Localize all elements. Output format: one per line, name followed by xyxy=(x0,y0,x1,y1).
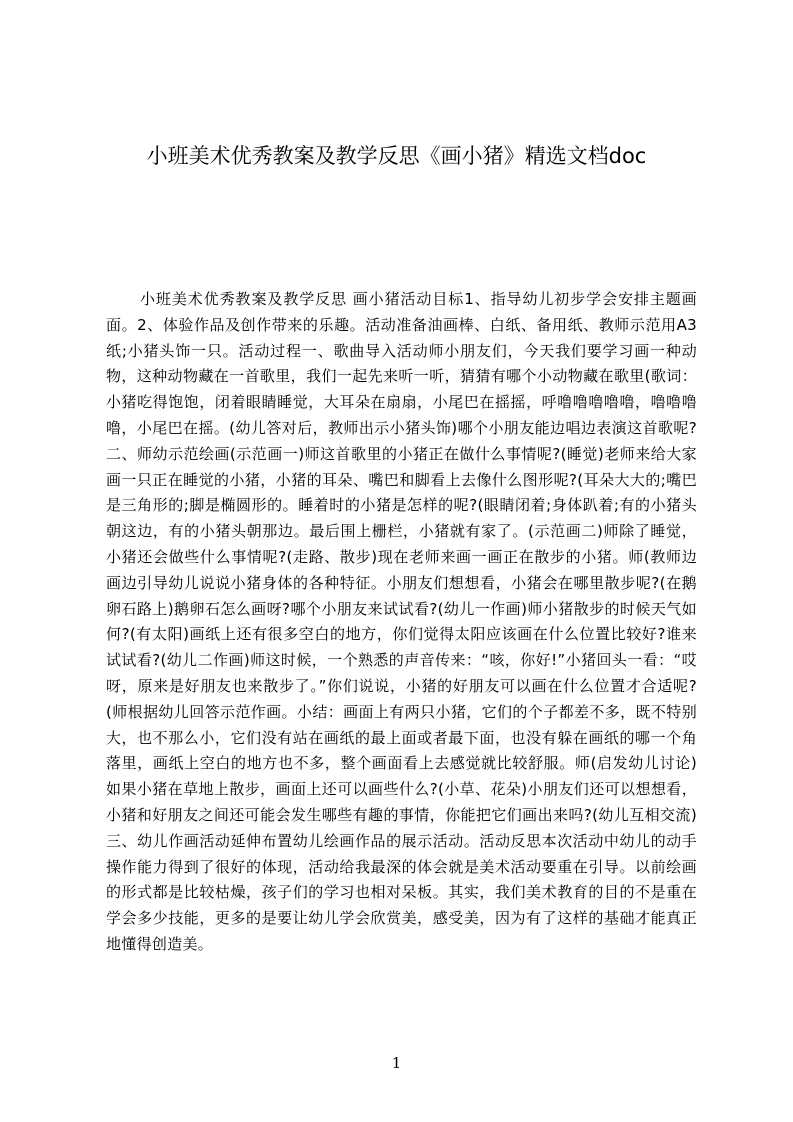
document-title: 小班美术优秀教案及教学反思《画小猪》精选文档doc xyxy=(146,144,647,168)
document-body-paragraph: 小班美术优秀教案及教学反思 画小猪活动目标1、指导幼儿初步学会安排主题画面。2、体验作品及创作带来的乐趣。活动准备油画棒、白纸、备用纸、教师示范用A3纸;小猪头饰一只。活动过程一、歌曲导入活动师小朋友们，今天我们要学习画一种动物，这种动物藏在一首歌里，我们一起先来听一听，猜猜有哪个小动物藏在歌里(歌词：小猪吃得饱饱，闭着眼睛睡觉，大耳朵在扇扇，小尾巴在摇摇，呼噜噜噜噜噜，噜噜噜噜，小尾巴在摇。(幼儿答对后，教师出示小猪头饰)哪个小朋友能边唱边表演这首歌呢?二、师幼示范绘画(示范画一)师这首歌里的小猪正在做什么事情呢?(睡觉)老师来给大家画一只正在睡觉的小猪，小猪的耳朵、嘴巴和脚看上去像什么图形呢?(耳朵大大的;嘴巴是三角形的;脚是椭圆形的。睡着时的小猪是怎样的呢?(眼睛闭着;身体趴着;有的小猪头朝这边，有的小猪头朝那边。最后围上栅栏，小猪就有家了。(示范画二)师除了睡觉，小猪还会做些什么事情呢?(走路、散步)现在老师来画一画正在散步的小猪。师(教师边画边引导幼儿说说小猪身体的各种特征。小朋友们想想看，小猪会在哪里散步呢?(在鹅卵石路上)鹅卵石怎么画呀?哪个小朋友来试试看?(幼儿一作画)师小猪散步的时候天气如何?(有太阳)画纸上还有很多空白的地方，你们觉得太阳应该画在什么位置比较好?谁来试试看?(幼儿二作画)师这时候，一个熟悉的声音传来：“咳，你好!”小猪回头一看：“哎呀，原来是好朋友也来散步了。”你们说说，小猪的好朋友可以画在什么位置才合适呢?(师根据幼儿回答示范作画。小结：画面上有两只小猪，它们的个子都差不多，既不特别大，也不那么小，它们没有站在画纸的最上面或者最下面，也没有躲在画纸的哪一个角落里，画纸上空白的地方也不多，整个画面看上去感觉就比较舒服。师(启发幼儿讨论)如果小猪在草地上散步，画面上还可以画些什么?(小草、花朵)小朋友们还可以想想看，小猪和好朋友之间还可能会发生哪些有趣的事情，你能把它们画出来吗?(幼儿互相交流)三、幼儿作画活动延伸布置幼儿绘画作品的展示活动。活动反思本次活动中幼儿的动手操作能力得到了很好的体现，活动给我最深的体会就是美术活动要重在引导。以前绘画的形式都是比较枯燥，孩子们的学习也相对呆板。其实，我们美术教育的目的不是重在学会多少技能，更多的是要让幼儿学会欣赏美，感受美，因为有了这样的基础才能真正地懂得创造美。 xyxy=(106,290,697,953)
page-number: 1 xyxy=(391,1054,402,1072)
